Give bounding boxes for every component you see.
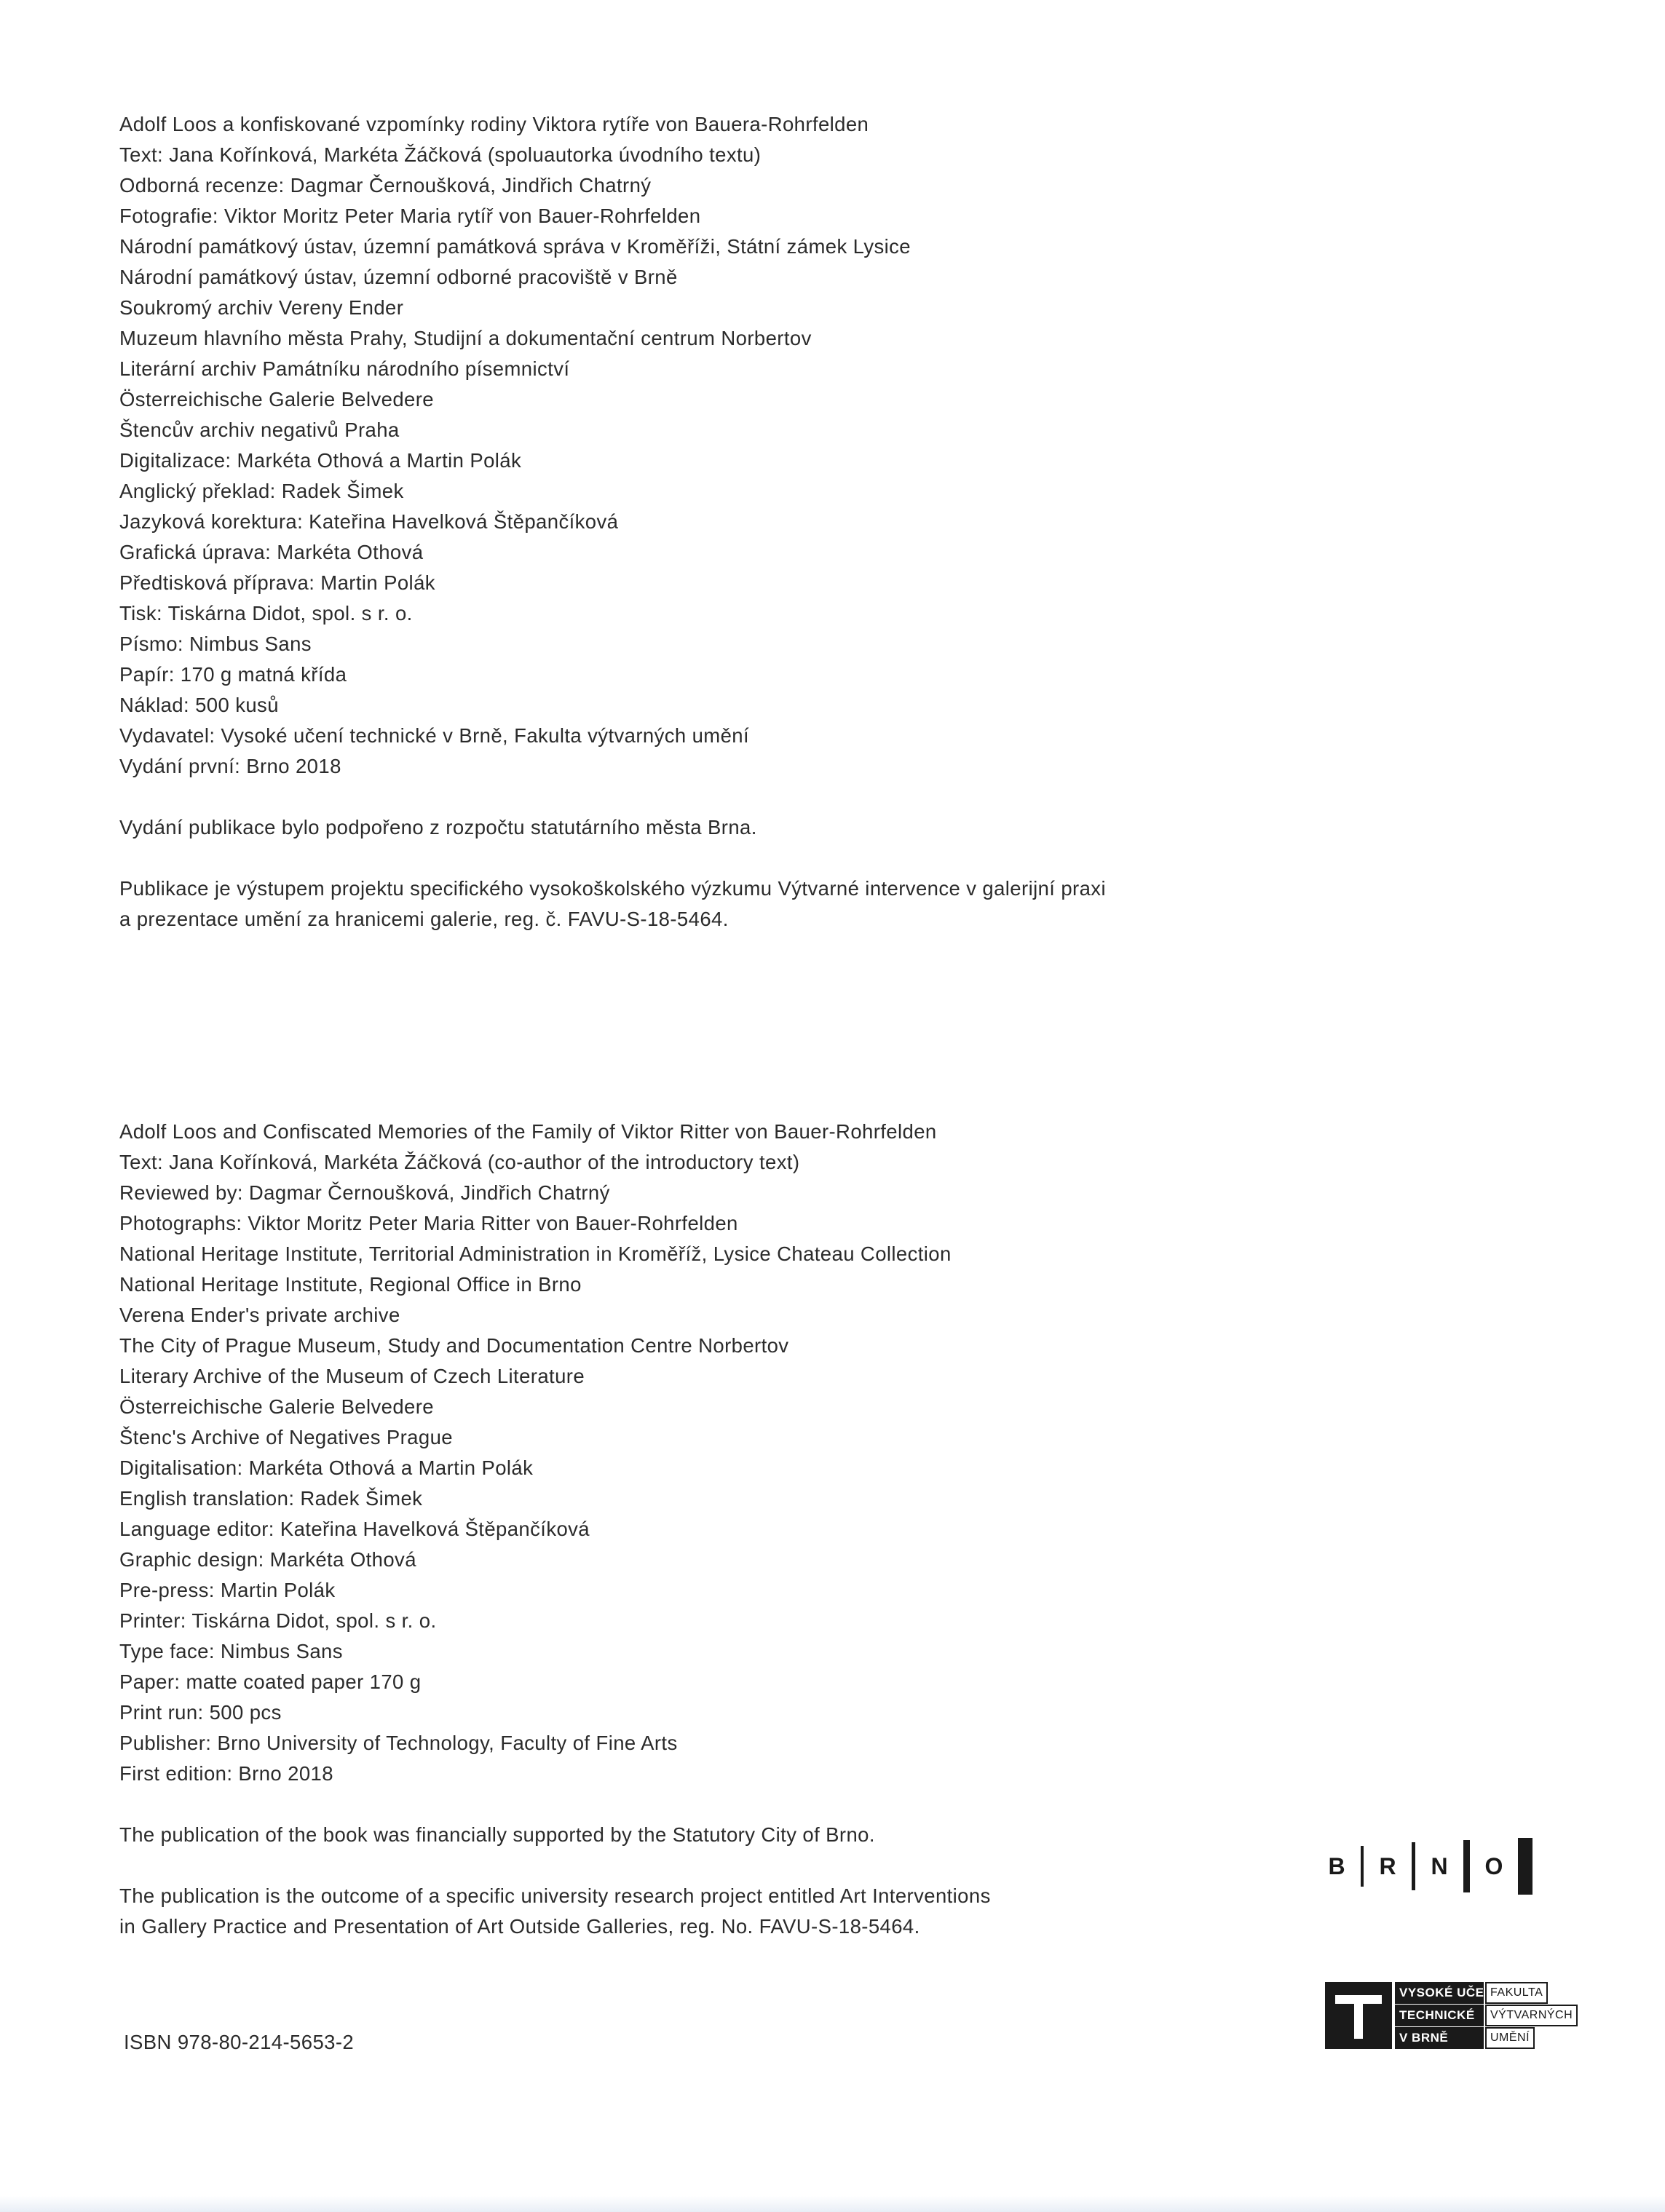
english-credit-line: Verena Ender's private archive <box>119 1304 400 1326</box>
english-support-note <box>119 1820 1284 1850</box>
czech-project-note <box>119 873 1284 935</box>
czech-support-note <box>119 812 1284 843</box>
english-credit-line: Digitalisation: Markéta Othová a Martin Polák <box>119 1456 534 1479</box>
english-colophon <box>119 1117 1284 1942</box>
brno-logo-bar <box>1518 1838 1532 1895</box>
english-credit-line: First edition: Brno 2018 <box>119 1762 333 1785</box>
czech-project-text: a prezentace umění za hranicemi galerie, reg. č. FAVU-S-18-5464. <box>119 908 729 930</box>
czech-credit-line: Grafická úprava: Markéta Othová <box>119 541 424 563</box>
czech-credit-line: Soukromý archiv Vereny Ender <box>119 296 404 319</box>
vut-logo-row <box>1395 1982 1578 2004</box>
english-credit-line: Graphic design: Markéta Othová <box>119 1548 416 1571</box>
czech-credit-line: Odborná recenze: Dagmar Černoušková, Jindřich Chatrný <box>119 174 652 197</box>
english-credit-line: The City of Prague Museum, Study and Documentation Centre Norbertov <box>119 1334 789 1357</box>
czech-credit-line: Štencův archiv negativů Praha <box>119 419 400 441</box>
vut-t-icon <box>1325 1982 1392 2049</box>
czech-credit-line: Vydavatel: Vysoké učení technické v Brně, Fakulta výtvarných umění <box>119 724 750 747</box>
english-credit-line: Language editor: Kateřina Havelková Štěpančíková <box>119 1518 590 1540</box>
brno-logo-bar <box>1463 1840 1470 1892</box>
english-project-text: The publication is the outcome of a specific university research project entitled Art Interventions <box>119 1884 991 1907</box>
brno-logo-bar <box>1361 1846 1364 1887</box>
english-project-text: in Gallery Practice and Presentation of Art Outside Galleries, reg. No. FAVU-S-18-5464. <box>119 1915 920 1938</box>
czech-credit-line: Muzeum hlavního města Prahy, Studijní a dokumentační centrum Norbertov <box>119 327 812 349</box>
czech-credit-line: Anglický překlad: Radek Šimek <box>119 480 404 502</box>
english-credit-line: Pre-press: Martin Polák <box>119 1579 336 1601</box>
czech-credit-line: Národní památkový ústav, územní památková správa v Kroměříži, Státní zámek Lysice <box>119 235 911 258</box>
czech-credit-line: Fotografie: Viktor Moritz Peter Maria rytíř von Bauer-Rohrfelden <box>119 205 701 227</box>
english-credit-line: Štenc's Archive of Negatives Prague <box>119 1426 453 1448</box>
brno-logo-letter: O <box>1484 1852 1503 1879</box>
czech-credit-line: Náklad: 500 kusů <box>119 694 279 716</box>
english-credit-line: Reviewed by: Dagmar Černoušková, Jindřich Chatrný <box>119 1181 610 1204</box>
vut-logo-text <box>1395 1982 1578 2050</box>
page-edge <box>0 2196 1665 2212</box>
czech-credit-line: Vydání první: Brno 2018 <box>119 755 341 777</box>
vut-university-label: VYSOKÉ UČENÍ <box>1395 1982 1484 2004</box>
czech-credit-line: Digitalizace: Markéta Othová a Martin Polák <box>119 449 522 472</box>
czech-credit-line: Literární archiv Památníku národního písemnictví <box>119 357 570 380</box>
english-credit-line: Paper: matte coated paper 170 g <box>119 1670 422 1693</box>
brno-logo-letter: B <box>1328 1852 1345 1879</box>
czech-colophon <box>119 109 1284 935</box>
english-credit-line: Printer: Tiskárna Didot, spol. s r. o. <box>119 1609 437 1632</box>
vut-logo-row <box>1395 2005 1578 2026</box>
czech-support-text: Vydání publikace bylo podpořeno z rozpočtu statutárního města Brna. <box>119 816 757 839</box>
english-project-note <box>119 1881 1284 1942</box>
czech-credit-line: Písmo: Nimbus Sans <box>119 633 312 655</box>
czech-credit-line: Předtisková příprava: Martin Polák <box>119 571 435 594</box>
brno-logo-letter: R <box>1379 1852 1396 1879</box>
vut-faculty-logo <box>1325 1982 1578 2050</box>
czech-project-text: Publikace je výstupem projektu specifického vysokoškolského výzkumu Výtvarné intervence v galerijní praxi <box>119 877 1106 900</box>
czech-title: Adolf Loos a konfiskované vzpomínky rodiny Viktora rytíře von Bauera-Rohrfelden <box>119 113 869 135</box>
english-credit-line: English translation: Radek Šimek <box>119 1487 423 1510</box>
english-credit-line: Type face: Nimbus Sans <box>119 1640 343 1662</box>
czech-credit-line: Papír: 170 g matná křída <box>119 663 347 686</box>
vut-university-label: V BRNĚ <box>1395 2027 1484 2049</box>
brno-logo-bar <box>1412 1842 1415 1890</box>
english-credit-line: Print run: 500 pcs <box>119 1701 282 1724</box>
vut-faculty-label: FAKULTA <box>1485 1982 1548 2004</box>
brno-logo <box>1321 1838 1532 1895</box>
english-credit-line: Österreichische Galerie Belvedere <box>119 1395 434 1418</box>
czech-credit-line: Text: Jana Kořínková, Markéta Žáčková (spoluautorka úvodního textu) <box>119 143 762 166</box>
czech-credit-line: Österreichische Galerie Belvedere <box>119 388 434 411</box>
english-support-text: The publication of the book was financially supported by the Statutory City of Brno. <box>119 1823 875 1846</box>
isbn: ISBN 978-80-214-5653-2 <box>124 2031 355 2053</box>
english-title: Adolf Loos and Confiscated Memories of the Family of Viktor Ritter von Bauer-Rohrfelden <box>119 1120 937 1143</box>
czech-credit-line: Národní památkový ústav, územní odborné pracoviště v Brně <box>119 266 678 288</box>
english-credit-line: Literary Archive of the Museum of Czech Literature <box>119 1365 585 1387</box>
czech-credit-line: Tisk: Tiskárna Didot, spol. s r. o. <box>119 602 413 625</box>
english-credit-line: Publisher: Brno University of Technology, Faculty of Fine Arts <box>119 1732 678 1754</box>
english-credit-line: National Heritage Institute, Regional Office in Brno <box>119 1273 582 1296</box>
english-credit-line: National Heritage Institute, Territorial Administration in Kroměříž, Lysice Chateau Collection <box>119 1242 952 1265</box>
vut-faculty-label: UMĚNÍ <box>1485 2027 1535 2049</box>
vut-logo-row <box>1395 2027 1578 2049</box>
english-credit-line: Text: Jana Kořínková, Markéta Žáčková (co-author of the introductory text) <box>119 1151 800 1173</box>
czech-credit-line: Jazyková korektura: Kateřina Havelková Štěpančíková <box>119 510 619 533</box>
brno-logo-letter: N <box>1431 1852 1448 1879</box>
vut-faculty-label: VÝTVARNÝCH <box>1485 2005 1578 2026</box>
english-credit-line: Photographs: Viktor Moritz Peter Maria Ritter von Bauer-Rohrfelden <box>119 1212 738 1234</box>
vut-university-label: TECHNICKÉ <box>1395 2005 1484 2026</box>
